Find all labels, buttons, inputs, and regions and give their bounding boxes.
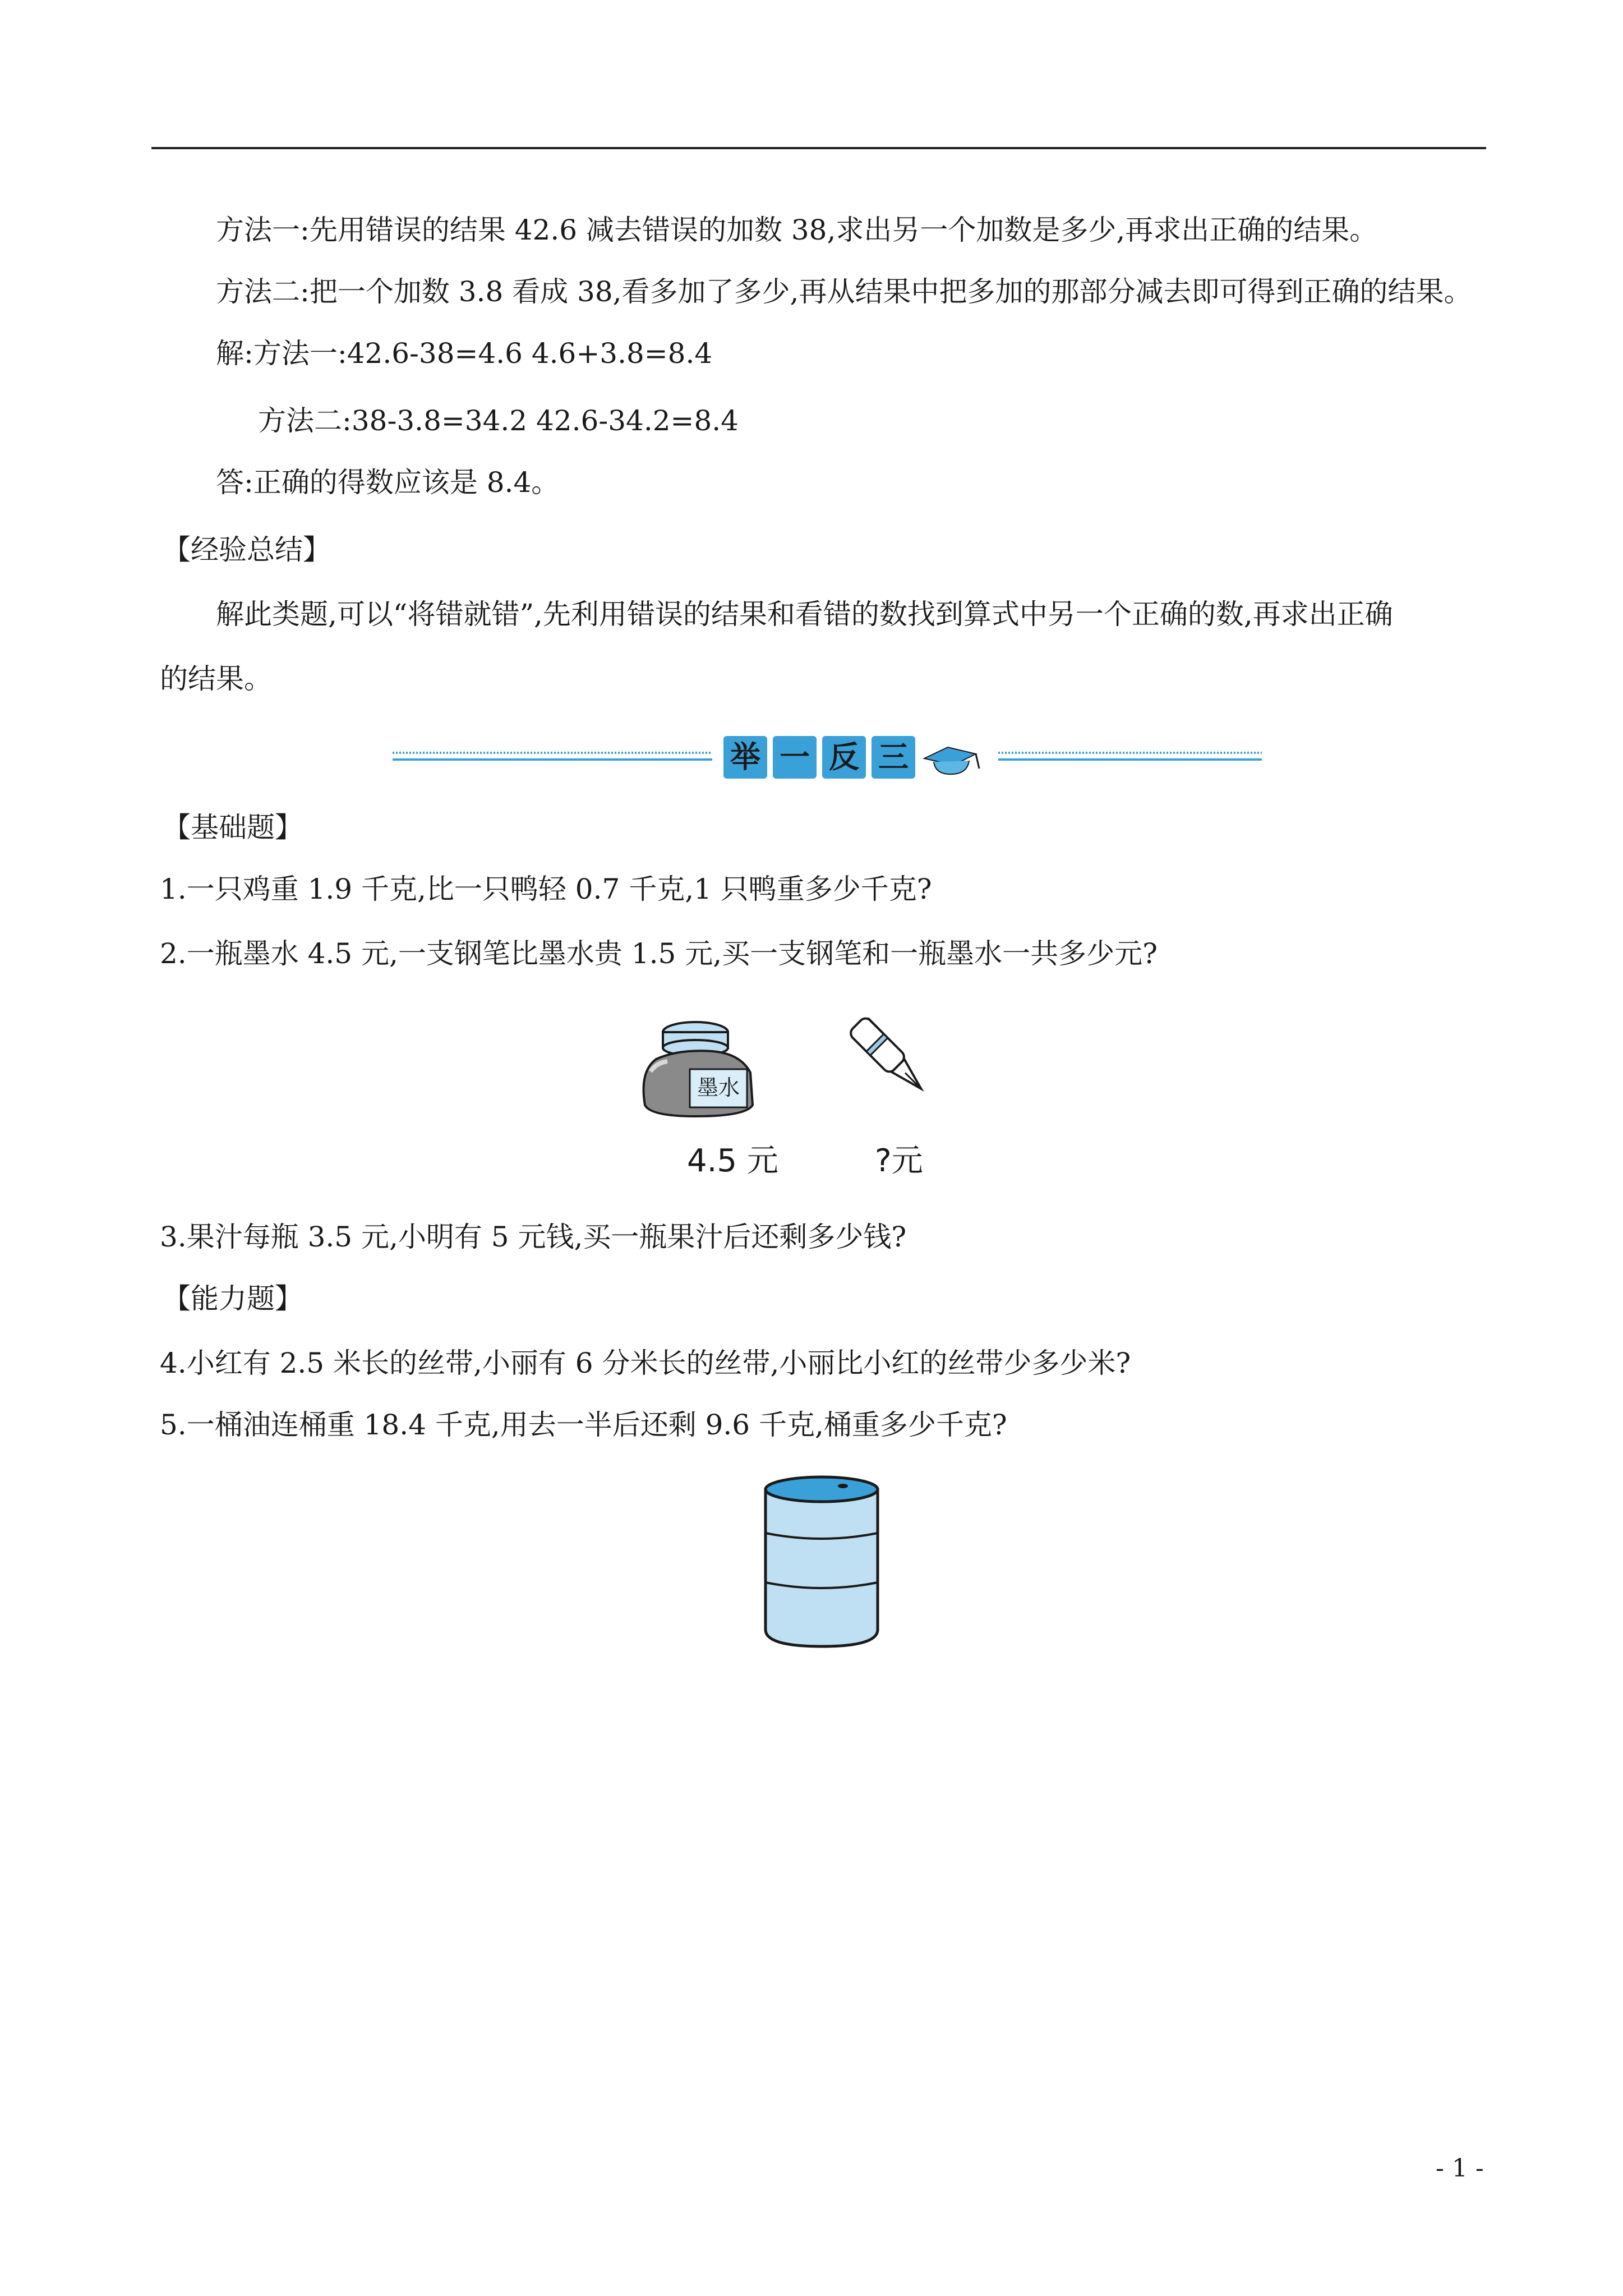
banner-right-rule [998, 753, 1262, 760]
banner-box-3 [822, 736, 866, 779]
question-3: 3.果汁每瓶 3.5 元,小明有 5 元钱,买一瓶果汁后还剩多少钱? [160, 1221, 907, 1253]
ink-label: 墨水 [697, 1075, 740, 1100]
banner-left-rule [393, 753, 712, 760]
banner-char-1: 举 [730, 739, 760, 775]
fountain-pen-illustration [836, 999, 948, 1111]
header-rule [151, 147, 1486, 149]
ability-heading: 【能力题】 [163, 1282, 303, 1315]
oil-barrel-illustration [754, 1473, 889, 1652]
section-banner [393, 729, 1262, 785]
banner-box-1 [723, 736, 767, 779]
solution-line-1: 解:方法一:42.6-38=4.6 4.6+3.8=8.4 [216, 337, 713, 370]
question-4: 4.小红有 2.5 米长的丝带,小丽有 6 分米长的丝带,小丽比小红的丝带少多少米? [160, 1347, 1131, 1379]
page-number: - 1 - [1436, 2154, 1484, 2183]
ink-bottle-illustration [634, 1010, 796, 1122]
question-2: 2.一瓶墨水 4.5 元,一支钢笔比墨水贵 1.5 元,买一支钢笔和一瓶墨水一共多少元? [160, 937, 1158, 970]
method1-explanation: 方法一:先用错误的结果 42.6 减去错误的加数 38,求出另一个加数是多少,再求出正确的结果。 [216, 214, 1378, 246]
question-5: 5.一桶油连桶重 18.4 千克,用去一半后还剩 9.6 千克,桶重多少千克? [160, 1409, 1007, 1441]
method2-explanation: 方法二:把一个加数 3.8 看成 38,看多加了多少,再从结果中把多加的那部分减去即可得到正确的结果。 [216, 275, 1472, 308]
banner-box-4 [872, 736, 915, 779]
banner-char-4: 三 [878, 739, 909, 775]
ink-price-label: 4.5 元 [687, 1143, 778, 1179]
summary-text-line-2: 的结果。 [160, 662, 272, 695]
banner-char-2: 一 [780, 739, 810, 775]
banner-box-2 [773, 736, 817, 779]
summary-heading: 【经验总结】 [163, 533, 331, 566]
banner-char-3: 反 [829, 739, 859, 775]
basic-heading: 【基础题】 [163, 811, 303, 844]
solution-line-2: 方法二:38-3.8=34.2 42.6-34.2=8.4 [258, 404, 739, 437]
pen-price-label: ?元 [875, 1143, 923, 1179]
answer-line: 答:正确的得数应该是 8.4。 [216, 466, 560, 499]
banner-hat-icon [924, 747, 979, 774]
summary-text-line-1: 解此类题,可以“将错就错”,先利用错误的结果和看错的数找到算式中另一个正确的数,再求出正确 [216, 598, 1393, 631]
question-1: 1.一只鸡重 1.9 千克,比一只鸭轻 0.7 千克,1 只鸭重多少千克? [160, 873, 932, 905]
